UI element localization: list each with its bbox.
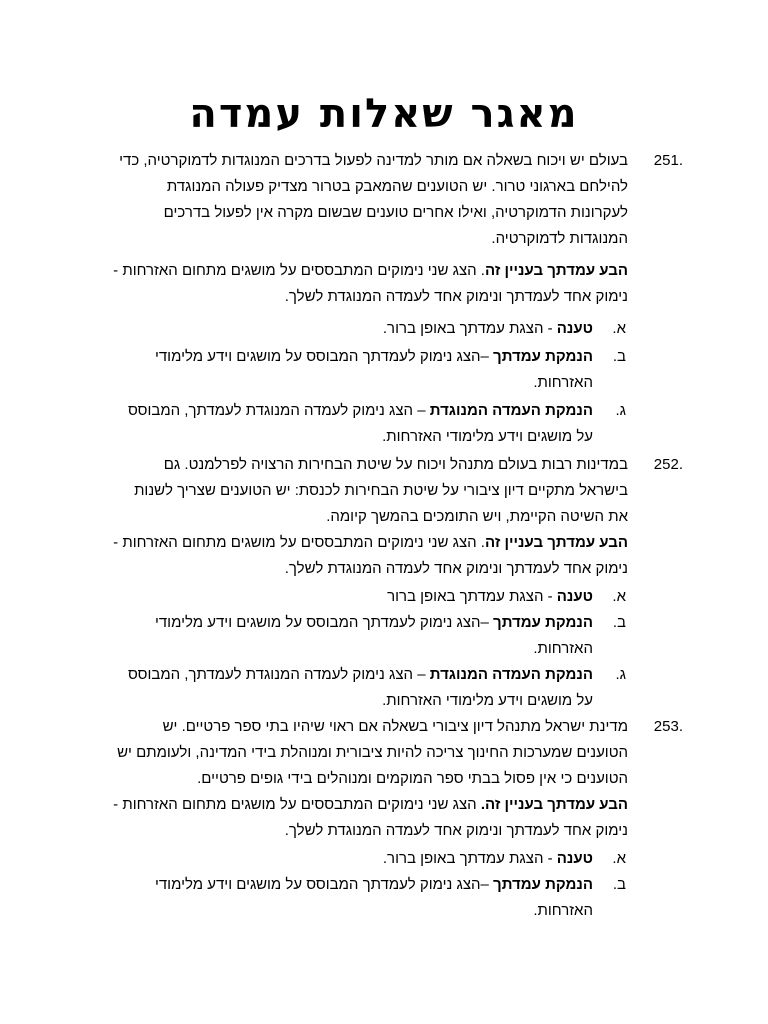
sub-item	[112, 584, 628, 610]
sub-items	[112, 584, 628, 714]
question-task	[112, 258, 628, 310]
sub-item-letter: ג.	[615, 402, 626, 419]
sub-item-bold: הנמקת עמדתך	[493, 348, 593, 365]
question-number: 251.	[653, 152, 683, 169]
question-253	[112, 714, 683, 924]
sub-item	[112, 662, 628, 714]
task-text: הצג שני נימוקים המתבססים על מושגים מתחום האזרחות - נימוק אחד לעמדתך ונימוק אחד לעמדה המנוגדת לשלך.	[113, 796, 628, 839]
sub-item-text: –הצג נימוק לעמדתך המבוסס על מושגים וידע מלימודי האזרחות.	[154, 348, 593, 391]
task-bold: הבע עמדתך בעניין זה	[484, 262, 628, 279]
sub-item-letter: ג.	[615, 666, 626, 683]
sub-item	[112, 344, 628, 396]
question-text: במדינות רבות בעולם מתנהל ויכוח על שיטת הבחירות הרצויה לפרלמנט. גם בישראל מתקיים דיון ציבורי על שיטת הבחירות לכנסת: יש הטוענים שצריך לשנות את השיטה הקיימת, ויש התומכים בהמשך קיומה.	[134, 456, 628, 525]
task-bold: הבע עמדתך בעניין זה	[484, 534, 628, 551]
sub-item	[112, 316, 628, 342]
sub-item-text: – הצג נימוק לעמדה המנוגדת לעמדתך, המבוסס על מושגים וידע מלימודי האזרחות.	[127, 402, 593, 445]
question-number: 253.	[653, 718, 683, 735]
sub-item-bold: טענה	[556, 588, 593, 605]
sub-item-text: - הצגת עמדתך באופן ברור.	[382, 850, 557, 867]
sub-item-letter: ב.	[612, 614, 626, 631]
sub-item-bold: טענה	[556, 850, 593, 867]
sub-item-letter: א.	[612, 320, 626, 337]
question-task	[112, 792, 628, 844]
sub-item-bold: הנמקת העמדה המנוגדת	[429, 666, 593, 683]
page-title: מאגר שאלות עמדה	[189, 91, 579, 137]
sub-item-text: –הצג נימוק לעמדתך המבוסס על מושגים וידע מלימודי האזרחות.	[154, 876, 593, 919]
sub-item	[112, 398, 628, 450]
sub-item-bold: הנמקת העמדה המנוגדת	[429, 402, 593, 419]
sub-item-text: - הצגת עמדתך באופן ברור	[387, 588, 557, 605]
sub-item-text: - הצגת עמדתך באופן ברור.	[382, 320, 557, 337]
sub-item-letter: ב.	[612, 348, 626, 365]
sub-item-bold: טענה	[556, 320, 593, 337]
sub-item-text: –הצג נימוק לעמדתך המבוסס על מושגים וידע מלימודי האזרחות.	[154, 614, 593, 657]
sub-item-bold: הנמקת עמדתך	[493, 876, 593, 893]
sub-item-letter: ב.	[612, 876, 626, 893]
question-text: בעולם יש ויכוח בשאלה אם מותר למדינה לפעול בדרכים המנוגדות לדמוקרטיה, כדי להילחם בארגוני טרור. יש הטוענים שהמאבק בטרור מצדיק פעולה המנוגדת לעקרונות הדמוקרטיה, ואילו אחרים טוענים שבשום מקרה אין לפעול בדרכים המנוגדות לדמוקרטיה.	[119, 152, 628, 247]
sub-item-text: – הצג נימוק לעמדה המנוגדת לעמדתך, המבוסס על מושגים וידע מלימודי האזרחות.	[127, 666, 593, 709]
question-251	[112, 148, 683, 450]
sub-item-bold: הנמקת עמדתך	[493, 614, 593, 631]
questions-list	[112, 148, 683, 924]
task-text: . הצג שני נימוקים המתבססים על מושגים מתחום האזרחות - נימוק אחד לעמדתך ונימוק אחד לעמדה המנוגדת לשלך.	[113, 262, 628, 305]
question-text: מדינת ישראל מתנהל דיון ציבורי בשאלה אם ראוי שיהיו בתי ספר פרטיים. יש הטוענים שמערכות החינוך צריכה להיות ציבורית ומנוהלת בידי המדינה, ולעומתם יש הטוענים כי אין פסול בבתי ספר המוקמים ומנוהלים בידי גופים פרטיים.	[117, 718, 628, 787]
sub-item-letter: א.	[612, 588, 626, 605]
sub-item-letter: א.	[612, 850, 626, 867]
question-task	[112, 530, 628, 582]
sub-item	[112, 610, 628, 662]
question-number: 252.	[653, 456, 683, 473]
sub-items	[112, 846, 628, 924]
sub-item	[112, 846, 628, 872]
task-bold: הבע עמדתך בעניין זה.	[480, 796, 628, 813]
question-252	[112, 452, 683, 714]
sub-items	[112, 316, 628, 450]
task-text: . הצג שני נימוקים המתבססים על מושגים מתחום האזרחות - נימוק אחד לעמדתך ונימוק אחד לעמדה המנוגדת לשלך.	[113, 534, 628, 577]
sub-item	[112, 872, 628, 924]
